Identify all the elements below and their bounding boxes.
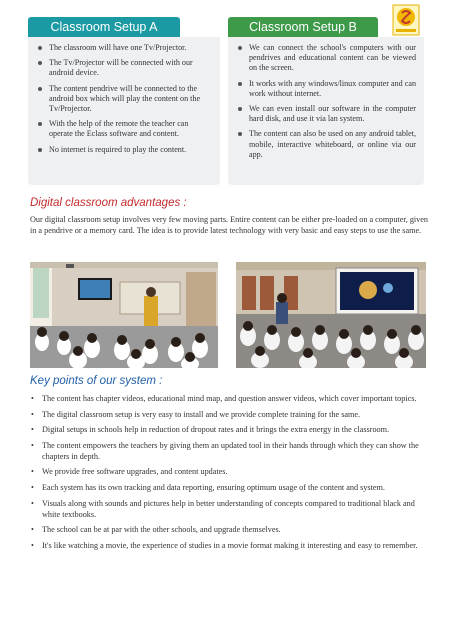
list-item: With the help of the remote the teacher can operate the Eclass software and content.: [38, 119, 212, 139]
list-item: • The school can be at par with the other schools, and upgrade themselves.: [30, 524, 430, 535]
setup-a-panel: [28, 37, 220, 185]
brand-logo-icon: [392, 4, 420, 36]
list-item: • The content empowers the teachers by giving them an updated tool in their hands through which they can show the chapters in depth.: [30, 440, 430, 462]
advantages-text: Our digital classroom setup involves very few moving parts. Entire content can be either pre-loaded on a computer, given in a pendrive or a memory card. The idea is to provide latest technology with very basic and easy steps to use the same.: [30, 215, 429, 236]
setup-b-panel: [228, 37, 424, 185]
list-item: The content can also be used on any android tablet, mobile, interactive whiteboard, or online via our app.: [238, 129, 416, 160]
list-item: It works with any windows/linux computer and can work without internet.: [238, 79, 416, 99]
list-item: We can even install our software in the computer hard disk, and use it via lan system.: [238, 104, 416, 124]
setup-b-list: [238, 43, 416, 160]
list-item: • Visuals along with sounds and pictures help in better understanding of concepts compared to traditional black and white textbooks.: [30, 498, 430, 520]
classroom-photo-tv: [30, 262, 218, 368]
list-item: • Digital setups in schools help in reduction of dropout rates and it brings the extra energy in the classroom.: [30, 424, 430, 435]
list-item: The content pendrive will be connected to the android box which will play the content on the Tv/Projector.: [38, 84, 212, 115]
list-item: • The content has chapter videos, educational mind map, and question answer videos, which cover important topics.: [30, 393, 430, 404]
list-item: No internet is required to play the content.: [38, 145, 212, 155]
advantages-heading: Digital classroom advantages :: [30, 197, 187, 209]
key-points-list: [30, 393, 430, 555]
list-item: • It's like watching a movie, the experience of studies in a movie format making it interesting and easy to remember.: [30, 540, 430, 551]
list-item: The Tv/Projector will be connected with our android device.: [38, 58, 212, 78]
list-item: • We provide free software upgrades, and content updates.: [30, 466, 430, 477]
setup-a-list: [38, 43, 212, 155]
setup-b-title: Classroom Setup B: [228, 17, 378, 37]
list-item: We can connect the school's computers with our pendrives and educational content can be viewed on the screen.: [238, 43, 416, 74]
list-item: The classroom will have one Tv/Projector.: [38, 43, 212, 53]
key-points-heading: Key points of our system :: [30, 375, 163, 387]
classroom-photo-projector: [236, 262, 426, 368]
list-item: • Each system has its own tracking and data reporting, ensuring optimum usage of the content and system.: [30, 482, 430, 493]
list-item: • The digital classroom setup is very easy to install and we provide complete training for the same.: [30, 409, 430, 420]
setup-a-title: Classroom Setup A: [28, 17, 180, 37]
